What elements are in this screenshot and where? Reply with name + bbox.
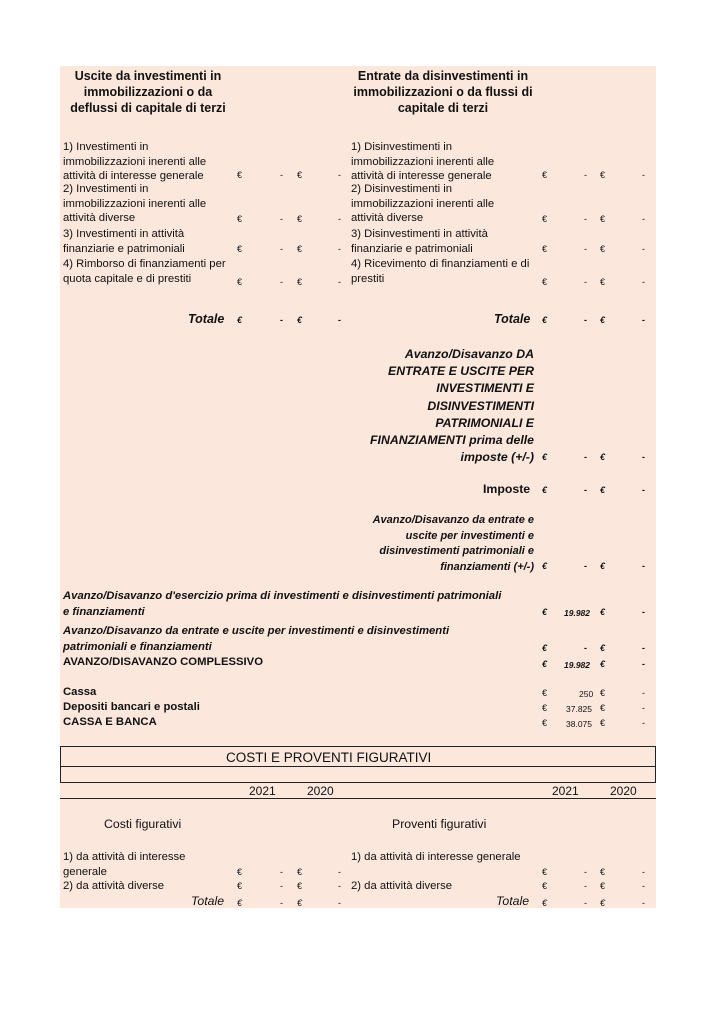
currency-symbol: €: [542, 452, 548, 462]
entrate-item-1: 1) Disinvestimenti in immobilizzazioni inerenti alle attività di interesse generale: [351, 141, 495, 182]
currency-symbol: €: [600, 170, 606, 180]
currency-symbol: €: [542, 703, 548, 713]
currency-symbol: €: [542, 277, 548, 287]
amount-dash: -: [642, 659, 645, 669]
imposte-label: Imposte: [483, 482, 531, 496]
currency-symbol: €: [542, 718, 548, 728]
currency-symbol: €: [542, 607, 548, 617]
uscite-item-4: 4) Rimborso di finanziamenti per quota capitale e di prestiti: [63, 258, 226, 285]
currency-symbol: €: [600, 214, 606, 224]
amount-dash: -: [338, 277, 341, 287]
currency-symbol: €: [542, 659, 548, 669]
amount-dash: -: [642, 214, 645, 224]
divider: [655, 746, 656, 782]
amount-dash: -: [642, 244, 645, 254]
avanzo-complessivo-label: AVANZO/DISAVANZO COMPLESSIVO: [63, 656, 264, 668]
costi-item-1: 1) da attività di interesse generale: [63, 851, 186, 878]
amount-dash: -: [338, 881, 341, 891]
amount-dash: -: [642, 561, 645, 571]
currency-symbol: €: [600, 607, 606, 617]
currency-symbol: €: [600, 561, 606, 571]
amount-dash: -: [280, 170, 283, 180]
currency-symbol: €: [297, 277, 303, 287]
amount-dash: -: [642, 170, 645, 180]
totale-label-right: Totale: [494, 312, 531, 326]
amount-dash: -: [642, 688, 645, 698]
currency-symbol: €: [600, 659, 606, 669]
amount-dash: -: [584, 867, 587, 877]
uscite-item-2: 2) Investimenti in immobilizzazioni inerenti alle attività diverse: [63, 183, 207, 224]
currency-symbol: €: [297, 315, 303, 325]
year-2020-right: 2020: [610, 784, 637, 798]
avanzo-investimenti-summary-label: Avanzo/Disavanzo da entrate e uscite per investimenti e disinvestimenti patrimoniali e finanziamenti: [63, 625, 450, 653]
entrate-item-2: 2) Disinvestimenti in immobilizzazioni inerenti alle attività diverse: [351, 183, 495, 224]
amount-dash: -: [642, 485, 645, 495]
amount-dash: -: [584, 881, 587, 891]
currency-symbol: €: [542, 643, 548, 653]
amount-dash: -: [584, 170, 587, 180]
entrate-item-4: 4) Ricevimento di finanziamenti e di prestiti: [351, 258, 530, 285]
divider: [60, 746, 656, 747]
amount-dash: -: [584, 277, 587, 287]
avanzo-prima-imposte-label: Avanzo/Disavanzo DA ENTRATE E USCITE PER INVESTIMENTI E DISINVESTIMENTI PATRIMONIALI E FINANZIAMENTI prima delle imposte (+/-): [370, 347, 534, 465]
amount-dash: -: [642, 898, 645, 908]
divider: [60, 782, 656, 783]
currency-symbol: €: [237, 244, 243, 254]
amount-dash: -: [642, 703, 645, 713]
amount-dash: -: [280, 315, 283, 325]
uscite-item-1: 1) Investimenti in immobilizzazioni inerenti alle attività di interesse generale: [63, 141, 207, 182]
currency-symbol: €: [600, 881, 606, 891]
amount-dash: -: [584, 643, 587, 653]
currency-symbol: €: [237, 881, 243, 891]
currency-symbol: €: [542, 561, 548, 571]
currency-symbol: €: [600, 277, 606, 287]
currency-symbol: €: [600, 315, 606, 325]
amount-dash: -: [280, 214, 283, 224]
entrate-item-3: 3) Disinvestimenti in attività finanziarie e patrimoniali: [351, 228, 488, 255]
amount-dash: -: [584, 452, 587, 462]
divider: [60, 766, 656, 767]
currency-symbol: €: [600, 688, 606, 698]
currency-symbol: €: [542, 214, 548, 224]
currency-symbol: €: [600, 244, 606, 254]
entrate-header: Entrate da disinvestimenti in immobilizzazioni o da flussi di capitale di terzi: [353, 69, 533, 115]
currency-symbol: €: [542, 881, 548, 891]
currency-symbol: €: [237, 315, 243, 325]
amount-dash: -: [642, 452, 645, 462]
currency-symbol: €: [297, 898, 303, 908]
cassa-banca-value: 38.075: [566, 719, 592, 729]
avanzo-investimenti-label: Avanzo/Disavanzo da entrate e uscite per investimenti e disinvestimenti patrimoniali e finanziamenti (+/-): [372, 514, 534, 573]
costi-item-2: 2) da attività diverse: [63, 880, 165, 892]
amount-dash: -: [584, 214, 587, 224]
amount-dash: -: [338, 244, 341, 254]
totale-label-left: Totale: [188, 312, 225, 326]
amount-dash: -: [280, 277, 283, 287]
currency-symbol: €: [600, 703, 606, 713]
amount-dash: -: [280, 867, 283, 877]
currency-symbol: €: [237, 867, 243, 877]
amount-dash: -: [338, 898, 341, 908]
divider: [60, 798, 656, 799]
currency-symbol: €: [542, 688, 548, 698]
year-2021-right: 2021: [552, 784, 579, 798]
proventi-item-1: 1) da attività di interesse generale: [351, 851, 521, 863]
amount-dash: -: [338, 315, 341, 325]
currency-symbol: €: [297, 881, 303, 891]
amount-dash: -: [280, 898, 283, 908]
currency-symbol: €: [297, 214, 303, 224]
currency-symbol: €: [237, 214, 243, 224]
currency-symbol: €: [542, 485, 548, 495]
amount-dash: -: [642, 881, 645, 891]
currency-symbol: €: [542, 315, 548, 325]
amount-dash: -: [642, 643, 645, 653]
cassa-label: Cassa: [63, 686, 97, 698]
amount-dash: -: [642, 718, 645, 728]
currency-symbol: €: [297, 867, 303, 877]
amount-dash: -: [280, 881, 283, 891]
cassa-value: 250: [579, 689, 594, 699]
currency-symbol: €: [600, 452, 606, 462]
uscite-item-3: 3) Investimenti in attività finanziarie e patrimoniali: [63, 228, 185, 255]
avanzo-esercizio-value: 19.982: [564, 608, 590, 618]
currency-symbol: €: [600, 485, 606, 495]
avanzo-complessivo-value: 19.982: [564, 660, 590, 670]
amount-dash: -: [584, 485, 587, 495]
currency-symbol: €: [297, 244, 303, 254]
amount-dash: -: [584, 315, 587, 325]
amount-dash: -: [338, 214, 341, 224]
avanzo-esercizio-label: Avanzo/Disavanzo d'esercizio prima di investimenti e disinvestimenti patrimoniali e finanziamenti: [63, 590, 502, 618]
currency-symbol: €: [542, 170, 548, 180]
amount-dash: -: [642, 277, 645, 287]
amount-dash: -: [280, 244, 283, 254]
currency-symbol: €: [542, 898, 548, 908]
year-2020-left: 2020: [307, 784, 334, 798]
depositi-label: Depositi bancari e postali: [63, 701, 200, 713]
currency-symbol: €: [237, 277, 243, 287]
proventi-item-2: 2) da attività diverse: [351, 880, 453, 892]
amount-dash: -: [584, 561, 587, 571]
costi-figurativi-header: Costi figurativi: [104, 817, 182, 831]
currency-symbol: €: [600, 643, 606, 653]
depositi-value: 37.825: [566, 704, 592, 714]
year-2021-left: 2021: [249, 784, 276, 798]
proventi-figurativi-header: Proventi figurativi: [392, 817, 487, 831]
currency-symbol: €: [600, 718, 606, 728]
amount-dash: -: [338, 867, 341, 877]
figurativi-title: COSTI E PROVENTI FIGURATIVI: [226, 750, 432, 765]
currency-symbol: €: [297, 170, 303, 180]
amount-dash: -: [642, 867, 645, 877]
currency-symbol: €: [542, 244, 548, 254]
uscite-header: Uscite da investimenti in immobilizzazioni o da deflussi di capitale di terzi: [70, 69, 226, 115]
amount-dash: -: [642, 607, 645, 617]
totale-figurativi-left: Totale: [191, 894, 225, 908]
cassa-banca-label: CASSA E BANCA: [63, 716, 157, 728]
currency-symbol: €: [542, 867, 548, 877]
currency-symbol: €: [600, 867, 606, 877]
amount-dash: -: [338, 170, 341, 180]
amount-dash: -: [642, 315, 645, 325]
amount-dash: -: [584, 898, 587, 908]
totale-figurativi-right: Totale: [496, 894, 530, 908]
currency-symbol: €: [237, 170, 243, 180]
currency-symbol: €: [237, 898, 243, 908]
amount-dash: -: [584, 244, 587, 254]
divider: [60, 746, 61, 782]
currency-symbol: €: [600, 898, 606, 908]
